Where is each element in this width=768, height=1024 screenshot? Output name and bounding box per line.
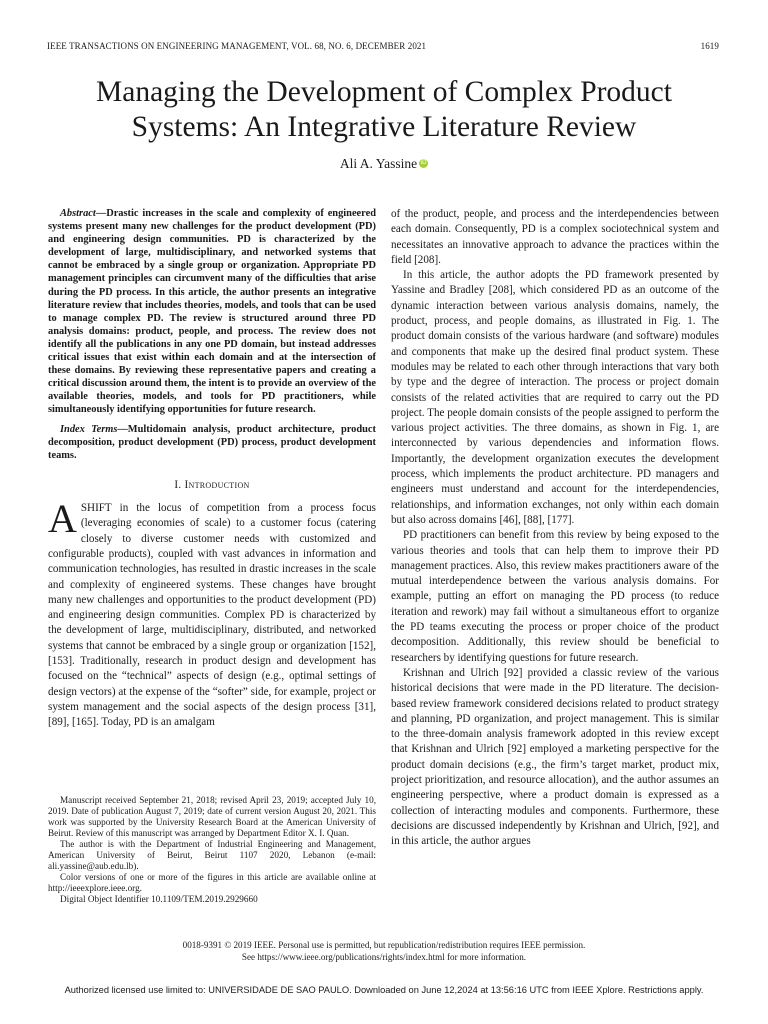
orcid-icon[interactable]: iD	[420, 160, 427, 166]
index-terms-label: Index Terms	[60, 423, 118, 435]
section-heading	[48, 478, 376, 493]
section-title: Introduction	[184, 478, 250, 491]
drop-cap: A	[48, 496, 77, 542]
footnote-affiliation: The author is with the Department of Industrial Engineering and Management, American University of Beirut, Beirut 1107 2020, Lebanon (e-mail: ali.yassine@aub.edu.lb).	[48, 839, 376, 871]
left-column	[48, 207, 376, 731]
copyright-link-line: See https://www.ieee.org/publications/rights/index.html for more information.	[241, 952, 527, 962]
body-paragraph: In this article, the author adopts the PD framework presented by Yassine and Bradley [208], which considered PD as an outcome of the dynamic interaction between various analysis domains, namely, the product, process, and people domains, as illustrated in Fig. 1. The product domain consists of the various hardware (and software) modules and components that make up the desired final product system. These modules may be related to each other through interactions that vary both by type and the degree of interaction. The process or project domain consists of the related activities that are required to carry out the PD project. The people domain consists of the people assigned to perform the various project activities. The three domains, as shown in Fig. 1, are interconnected by various dependencies and information flows. Importantly, the development organization executes the development process, which implements the product architecture. PD managers and engineers must understand and account for the interdependencies, relationships, and information exchanges, not only within each domain but also across domains [46], [88], [177].	[391, 269, 719, 526]
author-name: Ali A. Yassine	[339, 156, 418, 171]
copyright-line: 0018-9391 © 2019 IEEE. Personal use is permitted, but republication/redistribution requires IEEE permission.	[182, 940, 586, 950]
index-terms-text: —Multidomain analysis, product architecture, product decomposition, product development (PD) process, product development teams.	[48, 423, 376, 461]
running-head	[47, 41, 719, 51]
abstract-text: —Drastic increases in the scale and complexity of engineered systems present many new challenges for the product development (PD) and engineering design communities. PD is characterized by the development of large, multidisciplinary, and networked systems that cannot be embraced by a single group or organization. Appropriate PD management principles can circumvent many of the difficulties that arise during the PD process. In this article, the author presents an integrative literature review that includes theories, models, and tools that can be used to manage complex PD. The review is structured around three PD analysis domains: product, people, and process. The review does not identify all the publications in any one PD domain, but instead addresses critical issues that exist within each domain and at the intersection of these domains. By reviewing these representative papers and creating a critical discussion around them, the intent is to provide an overview of the available theories, models, and tools for PD practitioners, while simultaneously identifying opportunities for future research.	[48, 208, 376, 416]
footnote-doi: Digital Object Identifier 10.1109/TEM.2019.2929660	[60, 894, 258, 904]
intro-text: SHIFT in the locus of competition from a process focus (leveraging economies of scale) to a customer focus (catering closely to diverse customer needs with customized and configurable products), coupled with vast advances in information and communication technologies, has resulted in drastic increases in the scale and complexity of engineered systems. These changes have brought many new challenges and opportunities to the product development (PD) and engineering design communities. Complex PD is characterized by the development of large, multidisciplinary, distributed, and networked systems that cannot be embraced by a single group or organization [152], [153]. Traditionally, research in product design and development has focused on the “technical” aspects of design (e.g., optimal settings of design vectors) at the expense of the “softer” side, for example, project or system management and the social aspects of the design process [31], [89], [165]. Today, PD is an amalgam	[48, 502, 376, 729]
author-line	[0, 156, 768, 172]
body-paragraph: of the product, people, and process and the interdependencies between each domain. Consequently, PD is a complex sociotechnical system and necessitates an innovative approach to advance the practices within the field [208].	[391, 208, 719, 266]
body-paragraph: Krishnan and Ulrich [92] provided a classic review of the various historical decisions that were made in the PD literature. The decision-based review framework considered decisions related to product strategy and planning, PD organization, and project management. This is similar to the three-domain analysis framework adopted in this review except that Krishnan and Ulrich [92] employed a marketing perspective for the product domain decisions (e.g., the firm’s target market, product mix, project prioritization, and resource allocation), and the author assumes an engineering perspective, where a product domain is expressed as a collection of interacting modules and components. Furthermore, these decisions are discussed independently by Krishnan and Ulrich, [92], and in this article, the author argues	[391, 666, 719, 848]
section-number: I.	[174, 478, 182, 491]
footnotes	[48, 795, 376, 905]
footnote-manuscript: Manuscript received September 21, 2018; revised April 23, 2019; accepted July 10, 2019. Date of publication August 7, 2019; date of current version August 20, 2021. This work was supported by the University Research Board at the American University of Beirut. Review of this manuscript was arranged by Department Editor X. I. Quan.	[48, 795, 376, 838]
copyright-notice	[0, 939, 768, 963]
abstract-label: Abstract	[60, 208, 96, 219]
right-column	[391, 207, 719, 849]
index-terms	[48, 423, 376, 462]
paper-title: Managing the Development of Complex Product Systems: An Integrative Literature Review	[96, 76, 672, 143]
footnote-color: Color versions of one or more of the figures in this article are available online at http://ieeexplore.ieee.org.	[48, 872, 376, 893]
abstract	[48, 207, 376, 417]
page-number: 1619	[700, 41, 719, 51]
authorized-use-notice: Authorized licensed use limited to: UNIVERSIDADE DE SAO PAULO. Downloaded on June 12,2024 at 13:56:16 UTC from IEEE Xplore. Restrictions apply.	[64, 985, 704, 995]
intro-paragraph	[48, 496, 376, 730]
body-paragraph: PD practitioners can benefit from this review by being exposed to the various theories and tools that can help them to improve their PD management practices. Also, this review makes practitioners aware of the mutual interdependence between the various analysis domains. For example, putting an effort on managing the PD process (to reduce iteration and rework) may fail without a simultaneous effort to organize the PD teams executing the process or proper choice of the product decomposition. Additionally, this review should be beneficial to researchers by identifying questions for future research.	[391, 529, 719, 664]
journal-citation: IEEE TRANSACTIONS ON ENGINEERING MANAGEMENT, VOL. 68, NO. 6, DECEMBER 2021	[47, 41, 427, 51]
